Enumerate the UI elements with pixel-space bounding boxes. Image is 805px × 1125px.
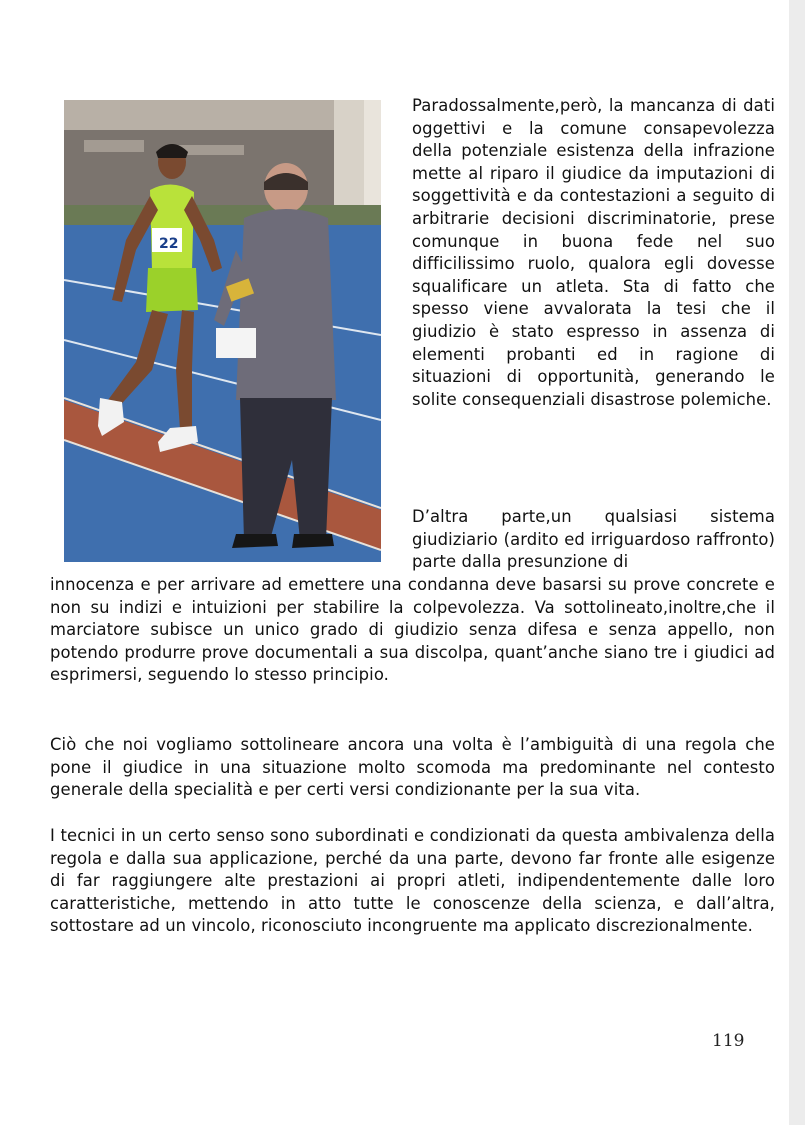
paragraph-2-wrapped: D’altra parte,un qualsiasi sistema giudiziario (ardito ed irriguardoso raffronto) parte dalla presunzione di — [412, 507, 775, 572]
paragraph-2-continuation: innocenza e per arrivare ad emettere una condanna deve basarsi su prove concrete e non su indizi e intuizioni per stabilire la colpevolezza. Va sottolineato,inoltre,che il marciatore subisce un unico grado di giudizio senza difesa e senza appello, non potendo produrre prove documentali a sua discolpa, quant’anche siano tre i giudici ad esprimersi, seguendo lo stesso principio. — [50, 575, 775, 685]
paragraph-1: Paradossalmente,però, la mancanza di dati oggettivi e la comune consapevolezza della potenziale esistenza della infrazione mette al riparo il giudice da imputazioni di soggettività e da contestazioni a seguito di arbitrarie decisioni discriminatorie, prese comunque in buona fede nel suo difficilissimo ruolo, qualora egli dovesse squalificare un atleta. Sta di fatto che spesso viene avvalorata la tesi che il giudizio è stato espresso in assenza di elementi probanti ed in ragione di situazioni di opportunità, generando le solite consequenziali disastrose polemiche. — [412, 96, 775, 409]
page-edge — [789, 0, 805, 1125]
race-walk-photo — [64, 100, 381, 562]
bib-number: 22 — [159, 236, 179, 252]
paragraph-3: Ciò che noi vogliamo sottolineare ancora una volta è l’ambiguità di una regola che pone il giudice in una situazione molto scomoda ma predominante nel contesto generale della specialità e per certi versi condizionante per la sua vita. — [50, 735, 775, 800]
page-number: 119 — [712, 1031, 745, 1051]
paragraph-4: I tecnici in un certo senso sono subordinati e condizionati da questa ambivalenza della regola e dalla sua applicazione, perché da una parte, devono far fronte alle esigenze di far raggiungere alte prestazioni ai propri atleti, indipendentemente dalle loro caratteristiche, mettendo in atto tutte le conoscenze della scienza, e dall’altra, sottostare ad un vincolo, riconosciuto incongruente ma applicato discrezionalmente. — [50, 826, 775, 936]
